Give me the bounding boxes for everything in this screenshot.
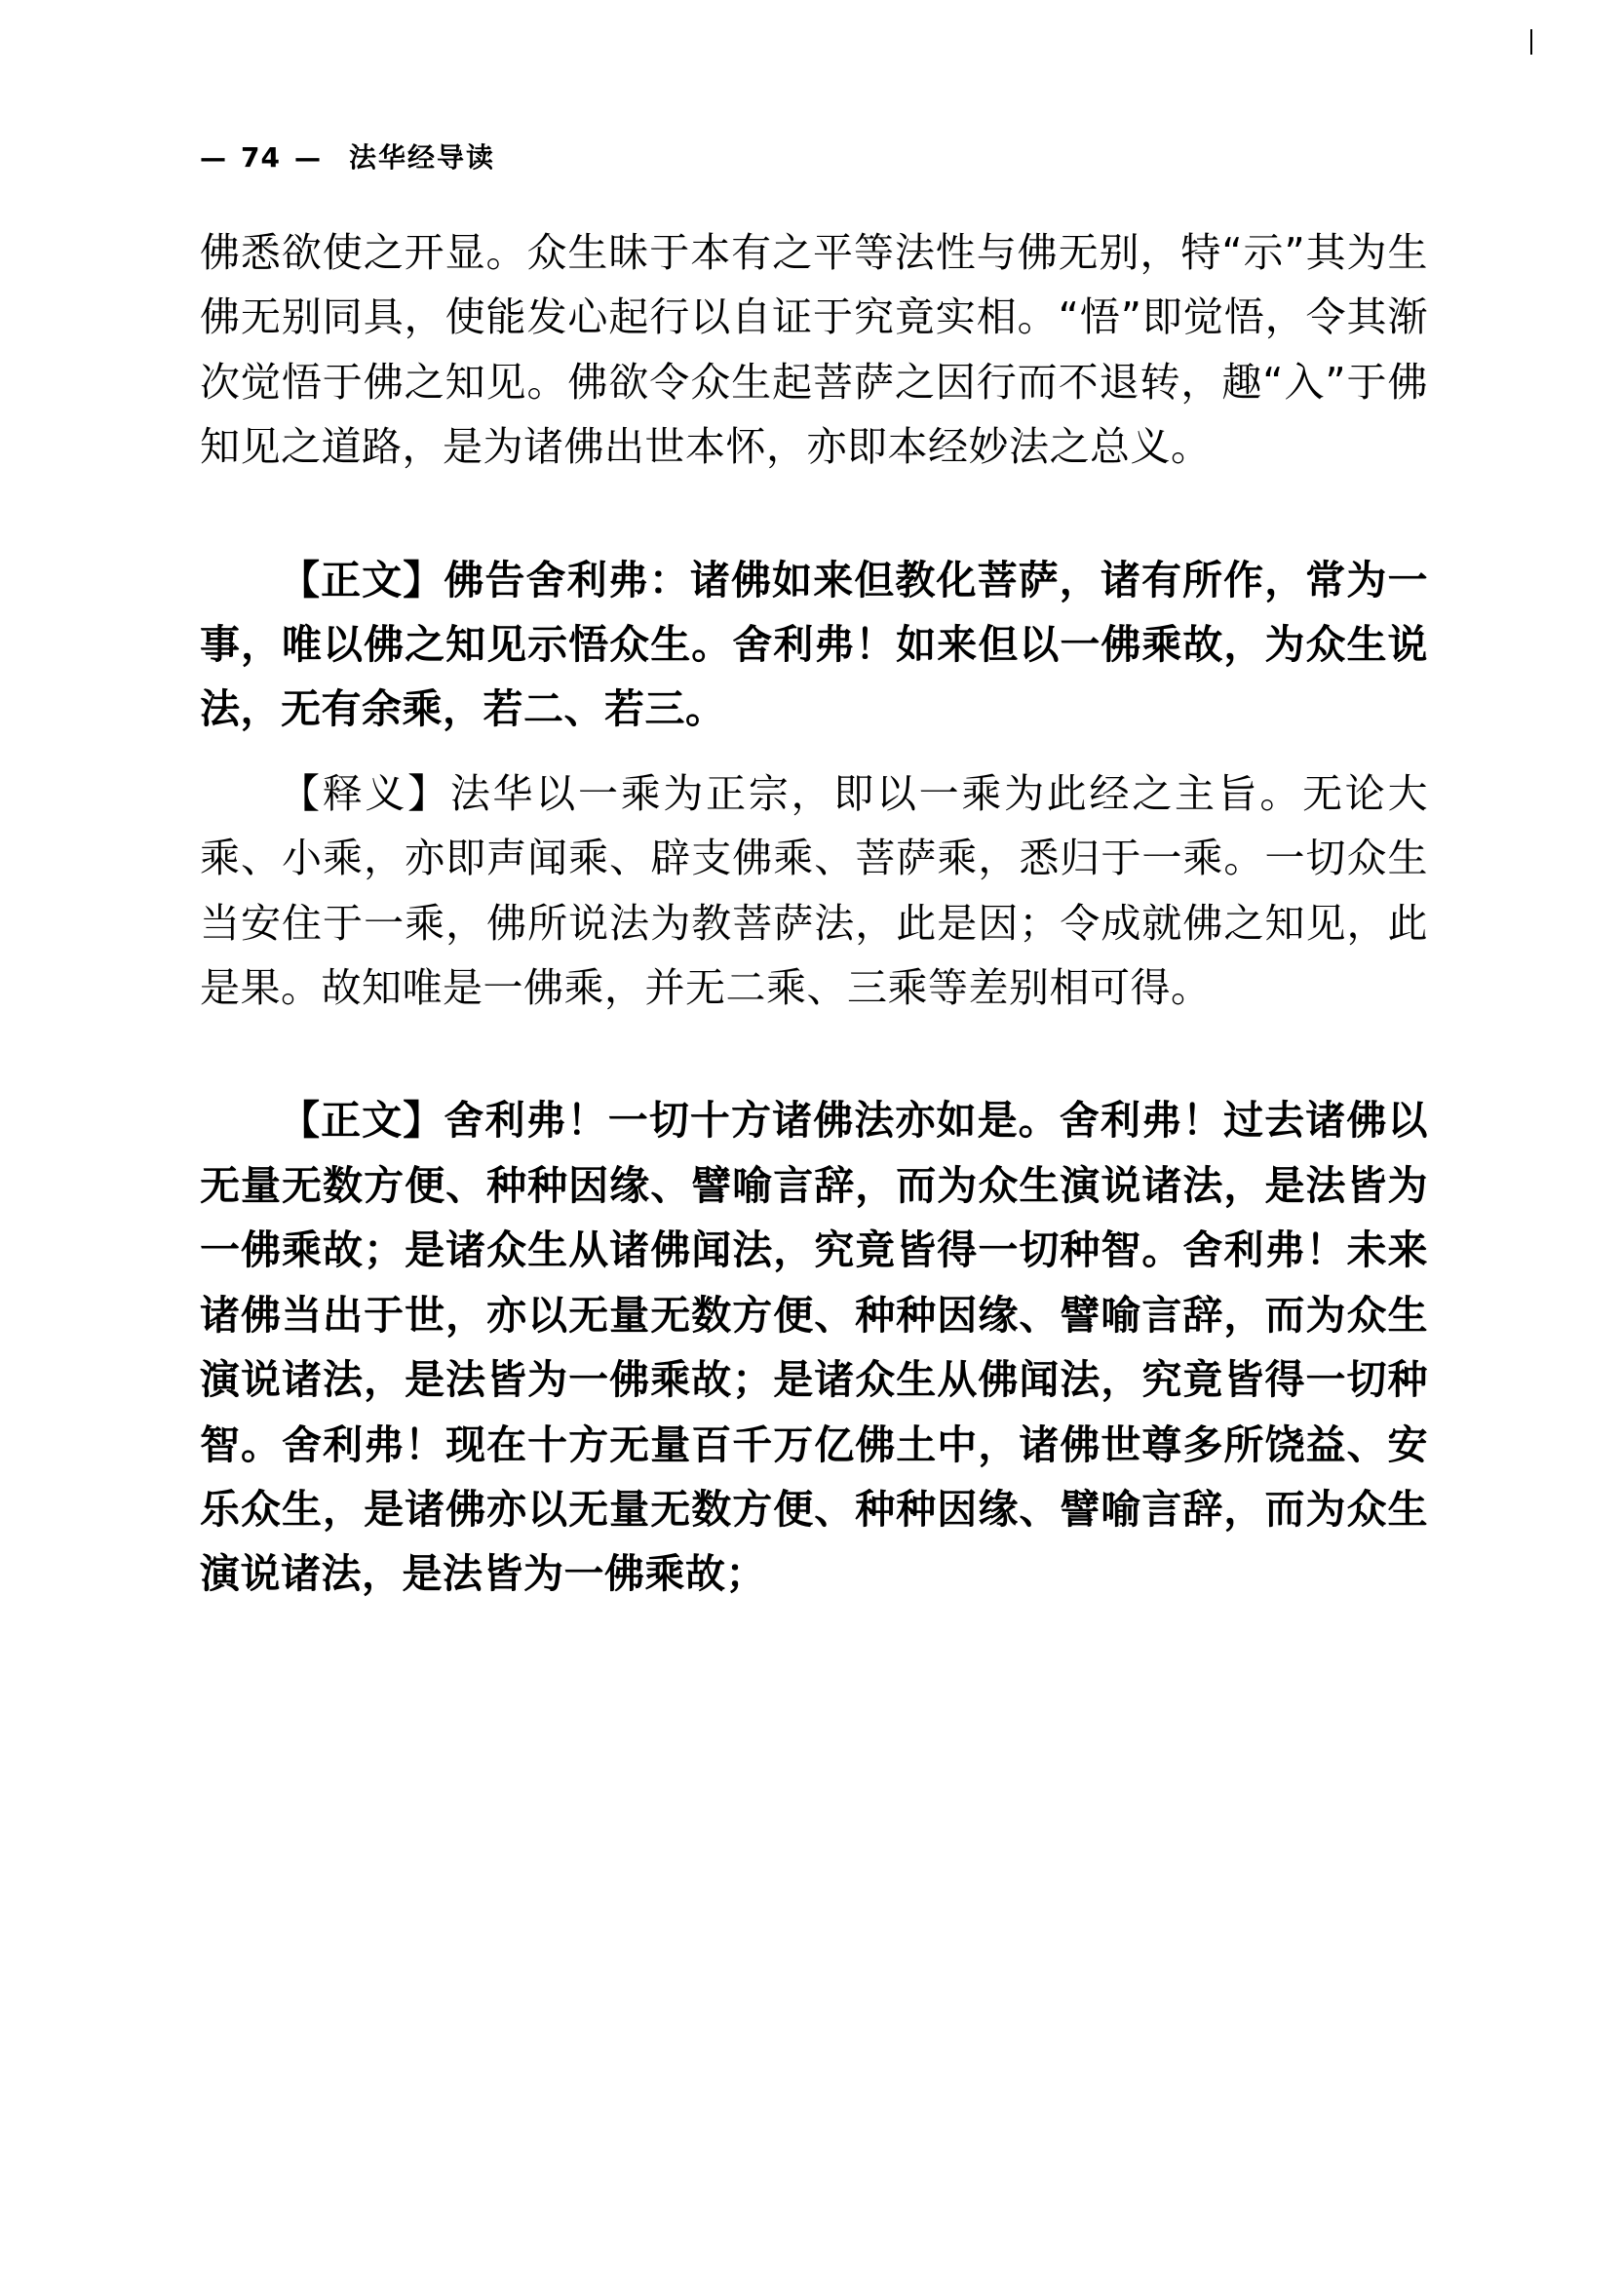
- page-header: [200, 136, 1428, 175]
- page-edge-mark: [1530, 29, 1532, 55]
- page-number: 74: [241, 141, 281, 174]
- paragraph-spacer: [200, 1028, 1428, 1088]
- paragraph-opening: 佛悉欲使之开显。众生昧于本有之平等法性与佛无别，特“示”其为生佛无别同具，使能发心起行以自证于究竟实相。“悟”即觉悟，令其渐次觉悟于佛之知见。佛欲令众生起菩萨之因行而不退转，趣“入”于佛知见之道路，是为诸佛出世本怀，亦即本经妙法之总义。: [200, 229, 1428, 471]
- paragraph-spacer: [200, 487, 1428, 548]
- paragraph-spacer: [200, 750, 1428, 761]
- paragraph-sutra-1: 【正文】佛告舍利弗：诸佛如来但教化菩萨，诸有所作，常为一事，唯以佛之知见示悟众生。舍利弗！如来但以一佛乘故，为众生说法，无有余乘，若二、若三。: [200, 556, 1428, 733]
- page-content: [200, 136, 1428, 1615]
- book-title: 法华经导读: [348, 141, 495, 174]
- paragraph-commentary-1: 【释义】法华以一乘为正宗，即以一乘为此经之主旨。无论大乘、小乘，亦即声闻乘、辟支佛乘、菩萨乘，悉归于一乘。一切众生当安住于一乘，佛所说法为教菩萨法，此是因；令成就佛之知见，此是果。故知唯是一佛乘，并无二乘、三乘等差别相可得。: [200, 769, 1428, 1012]
- header-dash-right: —: [293, 143, 322, 174]
- header-dash-left: —: [200, 143, 227, 174]
- paragraph-sutra-2: 【正文】舍利弗！一切十方诸佛法亦如是。舍利弗！过去诸佛以无量无数方便、种种因缘、譬喻言辞，而为众生演说诸法，是法皆为一佛乘故；是诸众生从诸佛闻法，究竟皆得一切种智。舍利弗！未来诸佛当出于世，亦以无量无数方便、种种因缘、譬喻言辞，而为众生演说诸法，是法皆为一佛乘故；是诸众生从佛闻法，究竟皆得一切种智。舍利弗！现在十方无量百千万亿佛土中，诸佛世尊多所饶益、安乐众生，是诸佛亦以无量无数方便、种种因缘、譬喻言辞，而为众生演说诸法，是法皆为一佛乘故；: [200, 1097, 1428, 1598]
